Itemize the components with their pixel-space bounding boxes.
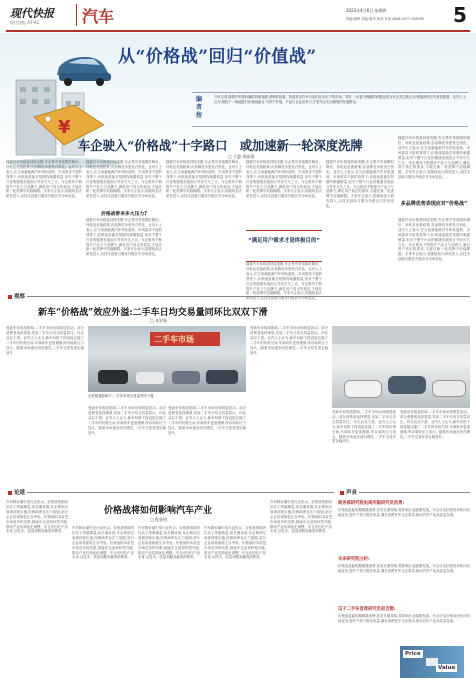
lead-pullquote [246,230,322,262]
editor-note [192,92,468,127]
sidebar-body-3: 价格战虽能短期刺激消费,但若长期持续,将影响行业健康发展。车企应从价格竞争转向价值竞争,提升产品与服务质量,满足消费者多元化需求,推动汽车产业高质量发展。 [338,614,470,623]
market-sign-text: 二手车市场 [154,334,194,344]
lead-byline: □ 于惠 周高翔 [228,154,255,159]
masthead [0,0,476,30]
editor-line: 责编:徐晖 美编:秦华 校对:朱纯 4008-0577-708039 [346,17,424,21]
second-rule [6,296,470,297]
lead-col-3: 随着汽车价格战持续发酵,车企集中采取限时降价、补贴及优惠政策,各品牌竞争愈发白热化。业内人士表示,在当前新能源汽车补贴退坡、市场需求不振的背景下,价格战虽能在短期内刺激销量,但对于整个行业的健康发展而言并非长久之计。车企唯有不断提升产品力与品牌力,满足用户真正的需求,才能在新一轮洗牌中站稳脚跟。多家车企表示,将继续加大研发投入,以技术创新与服务升级应对市场变化。 [166,160,242,199]
third-col-2: 汽车降价潮引发行业热议。价格战短期内拉动了终端销量,但长期来看,车企利润空间被持续压缩,经销商库存压力加剧,部分企业或将面临生存考验。价格战的本质是市场竞争的结果,倒逼车企加快转型升级,推动产业结构优化调整。车企应回归产品本身,以技术、质量和服务赢得消费者。 [72,526,134,560]
showroom-car-2 [388,376,426,394]
lead-subhead-1: 价格战带来多大压力? [101,212,147,217]
photo-car-1 [98,370,128,384]
sidebar-title-3: 瓜子二手车首席研究员赵吉雅: [338,607,396,612]
paper-name: 现代快报 [10,7,54,20]
page-number: 5 [453,3,467,27]
third-col-4: 汽车降价潮引发行业热议。价格战短期内拉动了终端销量,但长期来看,车企利润空间被持续压缩,经销商库存压力加剧,部分企业或将面临生存考验。价格战的本质是市场竞争的结果,倒逼车企加快转型升级,推动产业结构优化调整。车企应回归产品本身,以技术、质量和服务赢得消费者。 [204,526,266,560]
lead-subhead-3: 多品牌优势表现应对“价格战” [400,201,468,207]
editor-note-text: 今年以来,随着汽车降价潮的持续发酵,营销的优惠、热度攻击汽车行业的众多化下的市场。同时,一步更为残酷的问题也成为车企关注焦点,价格战到终点究竟是胜者、业内人士认为,相较于一味地进行价格战而言,“回归”价值、产品与企业竞争力,才是车企走出困境的发展路径。 [214,95,466,104]
second-col-2: 受新车价格战影响,二手车市场出现明显波动。部分消费者选择观望,导致二手车日均交易量同比、环比双双下滑。业内人士认为,新车价格下探直接压缩了二手车的价格空间,车商收车更加谨慎,库存周转压力加大。随着市场逐步回归理性,二手车交易有望企稳回升。 [88,406,166,435]
second-section-label: 观察 [6,292,27,300]
editor-note-label: 编者按 [196,96,203,119]
second-col-4: 受新车价格战影响,二手车市场出现明显波动。部分消费者选择观望,导致二手车日均交易量同比、环比双双下滑。业内人士认为,新车价格下探直接压缩了二手车的价格空间,车商收车更加谨慎,库存周转压力加大。随着市场逐步回归理性,二手车交易有望企稳回升。 [250,326,328,355]
sidebar-title-1: 商务部研究院电商所副研究员洪勇: [338,501,405,506]
second-col-1: 受新车价格战影响,二手车市场出现明显波动。部分消费者选择观望,导致二手车日均交易量同比、环比双双下滑。业内人士认为,新车价格下探直接压缩了二手车的价格空间,车商收车更加谨慎,库存周转压力加大。随着市场逐步回归理性,二手车交易有望企稳回升。 [6,326,84,355]
showroom-ceiling [332,326,470,344]
lead-title: 车企驶入“价格战”十字路口 或加速新一轮深度洗牌 [78,138,363,153]
lead-col-2b: 随着汽车价格战持续发酵,车企集中采取限时降价、补贴及优惠政策,各品牌竞争愈发白热化。业内人士表示,在当前新能源汽车补贴退坡、市场需求不振的背景下,价格战虽能在短期内刺激销量,但对于整个行业的健康发展而言并非长久之计。车企唯有不断提升产品力与品牌力,满足用户真正的需求,才能在新一轮洗牌中站稳脚跟。多家车企表示,将继续加大研发投入,以技术创新与服务升级应对市场变化。 [86,218,162,257]
second-photo-caption: 在价格战影响下,二手车市场交易量有所下滑。 [88,394,157,398]
lead-col-6b: 随着汽车价格战持续发酵,车企集中采取限时降价、补贴及优惠政策,各品牌竞争愈发白热化。业内人士表示,在当前新能源汽车补贴退坡、市场需求不振的背景下,价格战虽能在短期内刺激销量,但对于整个行业的健康发展而言并非长久之计。车企唯有不断提升产品力与品牌力,满足用户真正的需求,才能在新一轮洗牌中站稳脚跟。多家车企表示,将继续加大研发投入,以技术创新与服务升级应对市场变化。 [398,218,470,262]
showroom-car-3 [432,380,466,397]
second-col-6: 受新车价格战影响,二手车市场出现明显波动。部分消费者选择观望,导致二手车日均交易量同比、环比双双下滑。业内人士认为,新车价格下探直接压缩了二手车的价格空间,车商收车更加谨慎,库存周转压力加大。随着市场逐步回归理性,二手车交易有望企稳回升。 [400,410,470,439]
top-rule [6,30,470,32]
masthead-divider [76,4,77,26]
price-value-illustration [400,646,464,678]
lead-col-1: 随着汽车价格战持续发酵,车企集中采取限时降价、补贴及优惠政策,各品牌竞争愈发白热化。业内人士表示,在当前新能源汽车补贴退坡、市场需求不振的背景下,价格战虽能在短期内刺激销量,但对于整个行业的健康发展而言并非长久之计。车企唯有不断提升产品力与品牌力,满足用户真正的需求,才能在新一轮洗牌中站稳脚跟。多家车企表示,将继续加大研发投入,以技术创新与服务升级应对市场变化。 [6,160,82,199]
second-col-3: 受新车价格战影响,二手车市场出现明显波动。部分消费者选择观望,导致二手车日均交易量同比、环比双双下滑。业内人士认为,新车价格下探直接压缩了二手车的价格空间,车商收车更加谨慎,库存周转压力加大。随着市场逐步回归理性,二手车交易有望企稳回升。 [168,406,246,435]
third-byline: □ 程金明 [150,517,168,522]
second-title: 新车“价格战”效应外溢:二手车日均交易量同环比双双下滑 [38,308,268,318]
lead-col-5: 随着汽车价格战持续发酵,车企集中采取限时降价、补贴及优惠政策,各品牌竞争愈发白热化。业内人士表示,在当前新能源汽车补贴退坡、市场需求不振的背景下,价格战虽能在短期内刺激销量,但对于整个行业的健康发展而言并非长久之计。车企唯有不断提升产品力与品牌力,满足用户真正的需求,才能在新一轮洗牌中站稳脚跟。多家车企表示,将继续加大研发投入,以技术创新与服务升级应对市场变化。 [326,160,394,209]
second-byline: □ 张宏新 [150,318,168,323]
third-col-5: 汽车降价潮引发行业热议。价格战短期内拉动了终端销量,但长期来看,车企利润空间被持续压缩,经销商库存压力加剧,部分企业或将面临生存考验。价格战的本质是市场竞争的结果,倒逼车企加快转型升级,推动产业结构优化调整。车企应回归产品本身,以技术、质量和服务赢得消费者。 [270,500,332,534]
third-rule [6,492,334,493]
third-section-label: 论道 [6,488,27,496]
banner-title: 从“价格战”回归“价值战” [118,47,317,67]
third-col-1: 汽车降价潮引发行业热议。价格战短期内拉动了终端销量,但长期来看,车企利润空间被持续压缩,经销商库存压力加剧,部分企业或将面临生存考验。价格战的本质是市场竞争的结果,倒逼车企加快转型升级,推动产业结构优化调整。车企应回归产品本身,以技术、质量和服务赢得消费者。 [6,500,68,534]
section-name: 汽车 [82,7,115,26]
sidebar-body-2: 价格战虽能短期刺激消费,但若长期持续,将影响行业健康发展。车企应从价格竞争转向价值竞争,提升产品与服务质量,满足消费者多元化需求,推动汽车产业高质量发展。 [338,564,470,573]
lead-col-4: 随着汽车价格战持续发酵,车企集中采取限时降价、补贴及优惠政策,各品牌竞争愈发白热化。业内人士表示,在当前新能源汽车补贴退坡、市场需求不振的背景下,价格战虽能在短期内刺激销量,但对于整个行业的健康发展而言并非长久之计。车企唯有不断提升产品力与品牌力,满足用户真正的需求,才能在新一轮洗牌中站稳脚跟。多家车企表示,将继续加大研发投入,以技术创新与服务升级应对市场变化。 [246,160,322,199]
price-block: Price [405,651,421,657]
photo-car-2 [136,372,164,384]
lead-col-2: 随着汽车价格战持续发酵,车企集中采取限时降价、补贴及优惠政策,各品牌竞争愈发白热化。业内人士表示,在当前新能源汽车补贴退坡、市场需求不振的背景下,价格战虽能在短期内刺激销量,但对于整个行业的健康发展而言并非长久之计。车企唯有不断提升产品力与品牌力,满足用户真正的需求,才能在新一轮洗牌中站稳脚跟。多家车企表示,将继续加大研发投入,以技术创新与服务升级应对市场变化。 [86,160,162,199]
value-block: Value [438,665,456,671]
second-photo [88,326,246,392]
lead-subhead-2: “满足用户需求才是终极目的” [248,238,320,244]
photo-car-3 [172,371,200,384]
lead-col-4b: 随着汽车价格战持续发酵,车企集中采取限时降价、补贴及优惠政策,各品牌竞争愈发白热化。业内人士表示,在当前新能源汽车补贴退坡、市场需求不振的背景下,价格战虽能在短期内刺激销量,但对于整个行业的健康发展而言并非长久之计。车企唯有不断提升产品力与品牌力,满足用户真正的需求,才能在新一轮洗牌中站稳脚跟。多家车企表示,将继续加大研发投入,以技术创新与服务升级应对市场变化。 [246,262,322,301]
showroom-car-1 [344,380,382,398]
showroom-photo [332,326,470,408]
sidebar-section-label: 声音 [338,488,359,496]
sidebar-body-1: 价格战虽能短期刺激消费,但若长期持续,将影响行业健康发展。车企应从价格竞争转向价值竞争,提升产品与服务质量,满足消费者多元化需求,推动汽车产业高质量发展。 [338,508,470,517]
second-col-5: 受新车价格战影响,二手车市场出现明显波动。部分消费者选择观望,导致二手车日均交易量同比、环比双双下滑。业内人士认为,新车价格下探直接压缩了二手车的价格空间,车商收车更加谨慎,库存周转压力加大。随着市场逐步回归理性,二手车交易有望企稳回升。 [332,410,396,444]
svg-text:¥: ¥ [58,117,71,138]
paper-sub: 现代快报 A7-A1 [10,20,40,25]
lead-col-6: 随着汽车价格战持续发酵,车企集中采取限时降价、补贴及优惠政策,各品牌竞争愈发白热化。业内人士表示,在当前新能源汽车补贴退坡、市场需求不振的背景下,价格战虽能在短期内刺激销量,但对于整个行业的健康发展而言并非长久之计。车企唯有不断提升产品力与品牌力,满足用户真正的需求,才能在新一轮洗牌中站稳脚跟。多家车企表示,将继续加大研发投入,以技术创新与服务升级应对市场变化。 [398,136,470,180]
date-line: 2023年4月6日 星期四 [346,8,387,13]
sidebar-title-2: 未来研究院分析: [338,557,370,562]
third-col-3: 汽车降价潮引发行业热议。价格战短期内拉动了终端销量,但长期来看,车企利润空间被持续压缩,经销商库存压力加剧,部分企业或将面临生存考验。价格战的本质是市场竞争的结果,倒逼车企加快转型升级,推动产业结构优化调整。车企应回归产品本身,以技术、质量和服务赢得消费者。 [138,526,200,560]
third-title: 价格战将如何影响汽车产业 [104,506,213,516]
photo-car-4 [206,370,238,384]
